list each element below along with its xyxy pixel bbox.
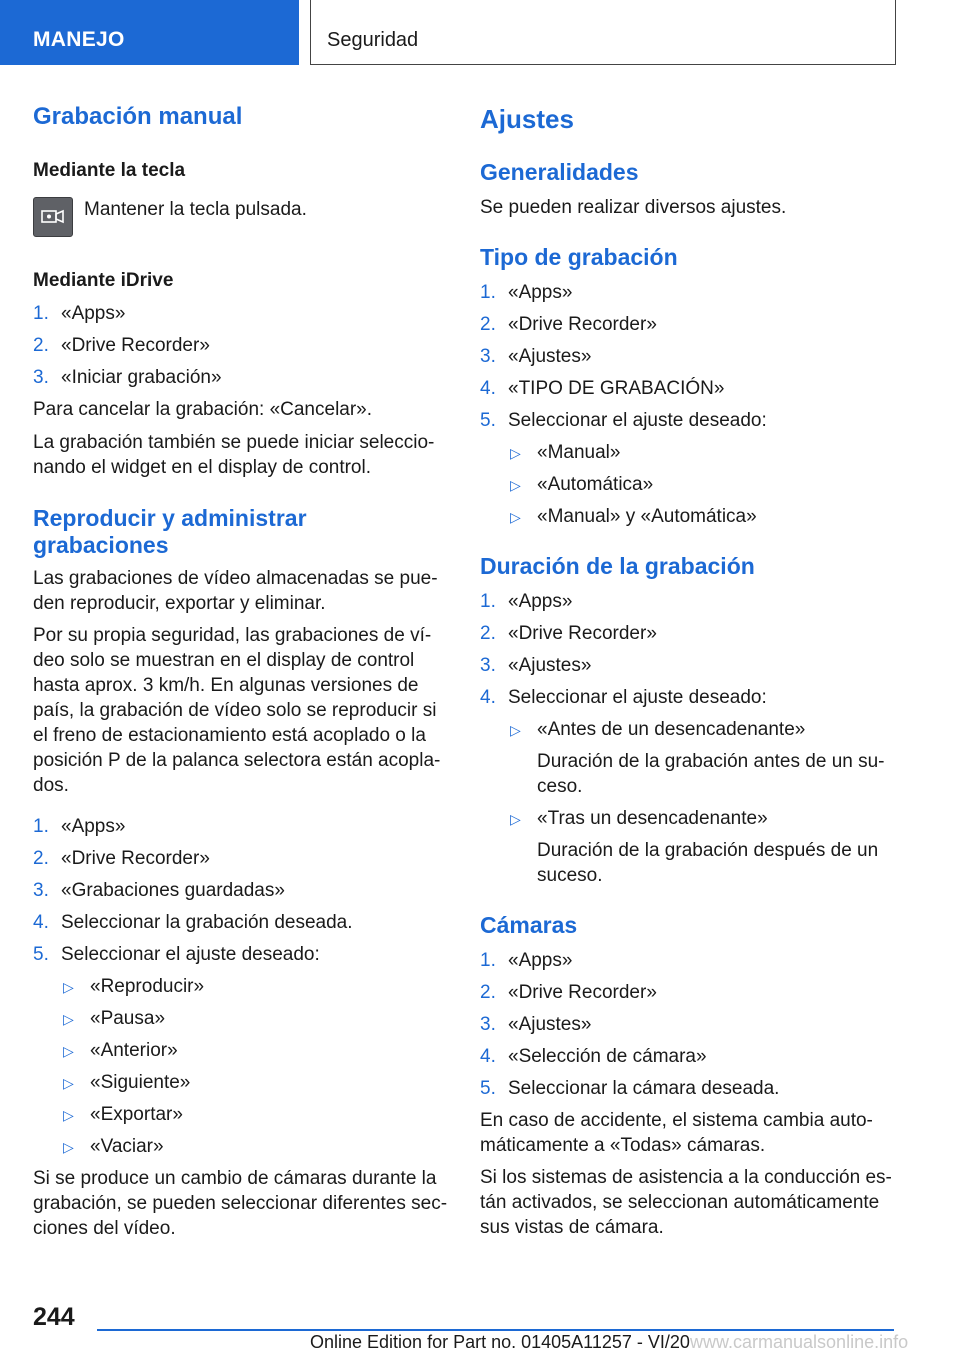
heading-tipo-grabacion: Tipo de grabación bbox=[480, 244, 678, 270]
triangle-bullet-icon: ▷ bbox=[510, 477, 521, 493]
heading-duracion: Duración de la grabación bbox=[480, 553, 755, 579]
list-number: 5. bbox=[480, 410, 496, 431]
triangle-bullet-icon: ▷ bbox=[63, 1011, 74, 1027]
list-text: Seleccionar la grabación deseada. bbox=[61, 912, 353, 933]
safety-text-line: Por su propia seguridad, las grabaciones de ví‐ bbox=[33, 625, 432, 646]
bullet-text: «Tras un desencadenante» bbox=[537, 808, 768, 829]
repro-intro-line-2: den reproducir, exportar y eliminar. bbox=[33, 593, 326, 614]
list-number: 1. bbox=[33, 303, 49, 324]
triangle-bullet-icon: ▷ bbox=[63, 1139, 74, 1155]
bullet-text: «Pausa» bbox=[90, 1008, 166, 1029]
camera-record-key-icon bbox=[33, 197, 73, 237]
list-text: «Ajustes» bbox=[508, 1014, 592, 1035]
bullet-text: «Antes de un desencadenante» bbox=[537, 719, 806, 740]
list-text: «Drive Recorder» bbox=[508, 623, 657, 644]
bullet-text: «Vaciar» bbox=[90, 1136, 164, 1157]
assist-text-line: Si los sistemas de asistencia a la conducción es‐ bbox=[480, 1167, 892, 1188]
widget-text-line-1: La grabación también se puede iniciar seleccio‐ bbox=[33, 432, 435, 453]
bullet-text: «Manual» bbox=[537, 442, 621, 463]
triangle-bullet-icon: ▷ bbox=[510, 811, 521, 827]
safety-text-line: el freno de estacionamiento está acoplado o la bbox=[33, 725, 426, 746]
bullet-description: Duración de la grabación antes de un su‐ bbox=[537, 751, 885, 772]
triangle-bullet-icon: ▷ bbox=[510, 509, 521, 525]
list-number: 3. bbox=[480, 346, 496, 367]
watermark-text: www.carmanualsonline.info bbox=[690, 1332, 909, 1352]
list-text: «Ajustes» bbox=[508, 655, 592, 676]
tecla-text: Mantener la tecla pulsada. bbox=[84, 199, 307, 220]
safety-text-line: país, la grabación de vídeo solo se reproducir si bbox=[33, 700, 437, 721]
list-text: «Drive Recorder» bbox=[508, 982, 657, 1003]
list-text: «Grabaciones guardadas» bbox=[61, 880, 285, 901]
bullet-description: suceso. bbox=[537, 865, 603, 886]
heading-generalidades: Generalidades bbox=[480, 159, 639, 185]
list-text: «Drive Recorder» bbox=[61, 335, 210, 356]
safety-text-line: hasta aprox. 3 km/h. En algunas versiones de bbox=[33, 675, 419, 696]
bullet-description: Duración de la grabación después de un bbox=[537, 840, 879, 861]
list-number: 2. bbox=[33, 848, 49, 869]
camera-change-line: ciones del vídeo. bbox=[33, 1218, 176, 1239]
assist-text-line: tán activados, se seleccionan automáticamente bbox=[480, 1192, 880, 1213]
accident-text-line-1: En caso de accidente, el sistema cambia auto‐ bbox=[480, 1110, 873, 1131]
camera-change-line: Si se produce un cambio de cámaras durante la bbox=[33, 1168, 437, 1189]
repro-intro-line-1: Las grabaciones de vídeo almacenadas se pue‐ bbox=[33, 568, 438, 589]
cancel-text: Para cancelar la grabación: «Cancelar». bbox=[33, 399, 373, 420]
safety-text-line: deo solo se muestran en el display de control bbox=[33, 650, 415, 671]
list-number: 5. bbox=[33, 944, 49, 965]
list-number: 3. bbox=[33, 880, 49, 901]
bullet-description: ceso. bbox=[537, 776, 583, 797]
list-text: «Apps» bbox=[508, 282, 573, 303]
triangle-bullet-icon: ▷ bbox=[63, 979, 74, 995]
camera-change-line: grabación, se pueden seleccionar diferentes sec‐ bbox=[33, 1193, 448, 1214]
heading-mediante-idrive: Mediante iDrive bbox=[33, 270, 174, 291]
heading-mediante-tecla: Mediante la tecla bbox=[33, 160, 186, 181]
list-text: Seleccionar la cámara deseada. bbox=[508, 1078, 780, 1099]
accident-text-line-2: máticamente a «Todas» cámaras. bbox=[480, 1135, 766, 1156]
list-text: «Iniciar grabación» bbox=[61, 367, 222, 388]
section-title: MANEJO bbox=[33, 28, 125, 51]
heading-reproducir-line-2: grabaciones bbox=[33, 532, 169, 558]
list-number: 1. bbox=[480, 591, 496, 612]
triangle-bullet-icon: ▷ bbox=[510, 722, 521, 738]
bullet-text: «Manual» y «Automática» bbox=[537, 506, 757, 527]
bullet-text: «Reproducir» bbox=[90, 976, 205, 997]
list-number: 2. bbox=[33, 335, 49, 356]
safety-text-line: posición P de la palanca selectora están acopla‐ bbox=[33, 750, 441, 771]
widget-text-line-2: nando el widget en el display de control. bbox=[33, 457, 372, 478]
list-text: Seleccionar el ajuste deseado: bbox=[508, 687, 767, 708]
assist-text-line: sus vistas de cámara. bbox=[480, 1217, 664, 1238]
list-text: «Apps» bbox=[61, 303, 126, 324]
list-number: 1. bbox=[480, 282, 496, 303]
bullet-text: «Siguiente» bbox=[90, 1072, 191, 1093]
triangle-bullet-icon: ▷ bbox=[63, 1075, 74, 1091]
list-number: 3. bbox=[480, 655, 496, 676]
list-number: 1. bbox=[480, 950, 496, 971]
list-number: 3. bbox=[33, 367, 49, 388]
list-number: 4. bbox=[480, 378, 496, 399]
list-text: «Ajustes» bbox=[508, 346, 592, 367]
list-text: Seleccionar el ajuste deseado: bbox=[61, 944, 320, 965]
footer-divider bbox=[97, 1329, 894, 1331]
list-number: 1. bbox=[33, 816, 49, 837]
list-text: «Apps» bbox=[508, 950, 573, 971]
list-number: 2. bbox=[480, 982, 496, 1003]
list-number: 4. bbox=[480, 687, 496, 708]
heading-grabacion-manual: Grabación manual bbox=[33, 103, 243, 130]
list-text: «TIPO DE GRABACIÓN» bbox=[508, 378, 725, 399]
page-number: 244 bbox=[33, 1303, 75, 1331]
list-number: 4. bbox=[480, 1046, 496, 1067]
chapter-title: Seguridad bbox=[327, 29, 419, 51]
triangle-bullet-icon: ▷ bbox=[510, 445, 521, 461]
chapter-box bbox=[310, 0, 896, 65]
list-number: 4. bbox=[33, 912, 49, 933]
list-number: 5. bbox=[480, 1078, 496, 1099]
triangle-bullet-icon: ▷ bbox=[63, 1107, 74, 1123]
list-text: Seleccionar el ajuste deseado: bbox=[508, 410, 767, 431]
list-text: «Apps» bbox=[61, 816, 126, 837]
list-number: 2. bbox=[480, 623, 496, 644]
list-text: «Drive Recorder» bbox=[61, 848, 210, 869]
heading-camaras: Cámaras bbox=[480, 912, 578, 938]
bullet-text: «Anterior» bbox=[90, 1040, 178, 1061]
list-number: 3. bbox=[480, 1014, 496, 1035]
list-text: «Apps» bbox=[508, 591, 573, 612]
general-text: Se pueden realizar diversos ajustes. bbox=[480, 197, 787, 218]
heading-reproducir-line-1: Reproducir y administrar bbox=[33, 505, 307, 531]
list-text: «Selección de cámara» bbox=[508, 1046, 707, 1067]
heading-ajustes: Ajustes bbox=[480, 104, 574, 134]
list-text: «Drive Recorder» bbox=[508, 314, 657, 335]
edition-text: Online Edition for Part no. 01405A11257 - VI/20 bbox=[310, 1332, 690, 1352]
list-number: 2. bbox=[480, 314, 496, 335]
bullet-text: «Automática» bbox=[537, 474, 654, 495]
bullet-text: «Exportar» bbox=[90, 1104, 183, 1125]
safety-text-line: dos. bbox=[33, 775, 69, 796]
section-tab bbox=[0, 0, 299, 65]
triangle-bullet-icon: ▷ bbox=[63, 1043, 74, 1059]
